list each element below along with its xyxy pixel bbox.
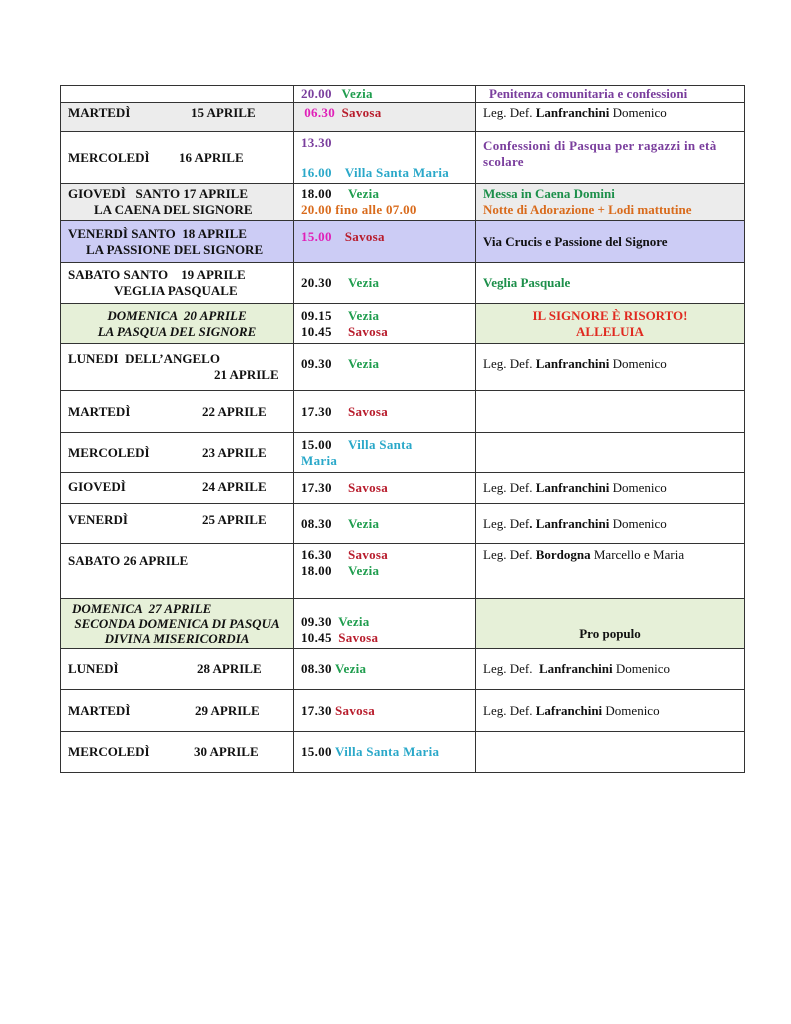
service-cell: 17.30 Savosa — [294, 391, 476, 433]
service-cell: 09.30 Vezia — [294, 344, 476, 391]
day-cell: MARTEDÌ 29 APRILE — [61, 690, 294, 732]
service-cell: 16.30 Savosa 18.00 Vezia — [294, 544, 476, 599]
table-row — [61, 473, 745, 504]
table-row — [61, 433, 745, 473]
service-cell: 15.00 Villa Santa Maria — [294, 433, 476, 473]
day-cell: VENERDÌ SANTO 18 APRILE LA PASSIONE DEL SIGNORE — [61, 221, 294, 263]
note-cell: Leg. Def. Lanfranchini Domenico — [476, 649, 745, 690]
day-cell: MERCOLEDÌ 23 APRILE — [61, 433, 294, 473]
note-cell — [476, 732, 745, 773]
note-cell: Leg. Def. Lanfranchini Domenico — [476, 344, 745, 391]
table-row — [61, 304, 745, 344]
day-cell: SABATO SANTO 19 APRILE VEGLIA PASQUALE — [61, 263, 294, 304]
day-cell: LUNEDÌ 28 APRILE — [61, 649, 294, 690]
day-cell: SABATO 26 APRILE — [61, 544, 294, 599]
day-cell: LUNEDI DELL’ANGELO 21 APRILE — [61, 344, 294, 391]
table-row — [61, 599, 745, 649]
service-cell: 09.15 Vezia 10.45 Savosa — [294, 304, 476, 344]
table-row — [61, 544, 745, 599]
day-cell: VENERDÌ 25 APRILE — [61, 504, 294, 544]
service-cell: 20.00 Vezia — [294, 86, 476, 103]
service-cell: 20.30 Vezia — [294, 263, 476, 304]
service-cell: 17.30 Savosa — [294, 690, 476, 732]
note-cell: Via Crucis e Passione del Signore — [476, 221, 745, 263]
mass-schedule-table — [60, 85, 745, 773]
table-row — [61, 504, 745, 544]
service-cell: 15.00 Savosa — [294, 221, 476, 263]
day-cell — [61, 86, 294, 103]
table-row — [61, 732, 745, 773]
table-row — [61, 132, 745, 184]
note-cell: Leg. Def. Lafranchini Domenico — [476, 690, 745, 732]
table-row — [61, 184, 745, 221]
note-cell — [476, 391, 745, 433]
table-row — [61, 221, 745, 263]
table-row — [61, 263, 745, 304]
table-row — [61, 690, 745, 732]
service-cell: 08.30 Vezia — [294, 504, 476, 544]
day-cell: MARTEDÌ 22 APRILE — [61, 391, 294, 433]
table-row — [61, 103, 745, 132]
note-cell: IL SIGNORE È RISORTO! ALLELUIA — [476, 304, 745, 344]
note-cell: Leg. Def. Lanfranchini Domenico — [476, 504, 745, 544]
service-cell: 09.30 Vezia 10.45 Savosa — [294, 599, 476, 649]
day-cell: DOMENICA 27 APRILE SECONDA DOMENICA DI PASQUA DIVINA MISERICORDIA — [61, 599, 294, 649]
note-cell: Veglia Pasquale — [476, 263, 745, 304]
note-cell: Pro populo — [476, 599, 745, 649]
service-cell: 13.30 16.00 Villa Santa Maria — [294, 132, 476, 184]
note-cell — [476, 433, 745, 473]
service-cell: 15.00 Villa Santa Maria — [294, 732, 476, 773]
service-cell: 18.00 Vezia 20.00 fino alle 07.00 — [294, 184, 476, 221]
note-cell: Confessioni di Pasqua per ragazzi in età scolare — [476, 132, 745, 184]
service-cell: 17.30 Savosa — [294, 473, 476, 504]
day-cell: MARTEDÌ 15 APRILE — [61, 103, 294, 132]
table-row — [61, 649, 745, 690]
note-cell: Leg. Def. Lanfranchini Domenico — [476, 473, 745, 504]
note-cell: Leg. Def. Lanfranchini Domenico — [476, 103, 745, 132]
day-cell: MERCOLEDÌ 30 APRILE — [61, 732, 294, 773]
service-cell: 08.30 Vezia — [294, 649, 476, 690]
day-cell: GIOVEDÌ SANTO 17 APRILE LA CAENA DEL SIGNORE — [61, 184, 294, 221]
note-cell: Messa in Caena Domini Notte di Adorazione + Lodi mattutine — [476, 184, 745, 221]
note-cell: Leg. Def. Bordogna Marcello e Maria — [476, 544, 745, 599]
table-row — [61, 86, 745, 103]
note-cell: Penitenza comunitaria e confessioni — [476, 86, 745, 103]
day-cell: GIOVEDÌ 24 APRILE — [61, 473, 294, 504]
day-cell: MERCOLEDÌ 16 APRILE — [61, 132, 294, 184]
table-row — [61, 344, 745, 391]
service-cell: 06.30 Savosa — [294, 103, 476, 132]
day-cell: DOMENICA 20 APRILE LA PASQUA DEL SIGNORE — [61, 304, 294, 344]
table-row — [61, 391, 745, 433]
